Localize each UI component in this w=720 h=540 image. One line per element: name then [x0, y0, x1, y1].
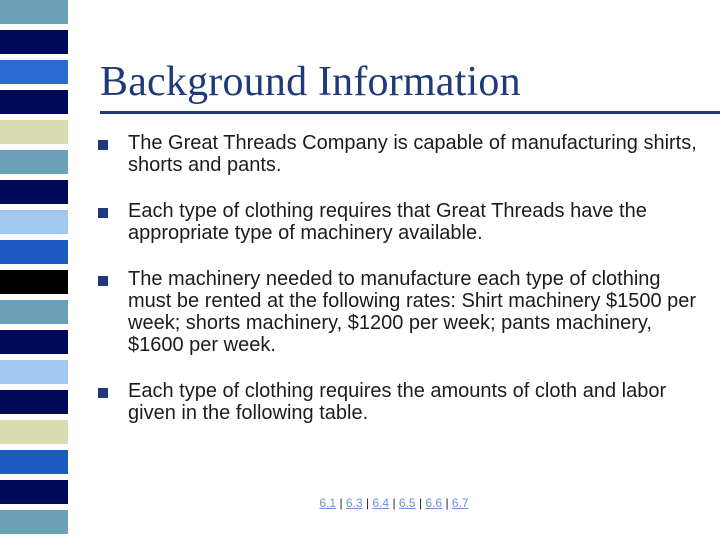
slide-title: Background Information [100, 59, 521, 105]
decorative-stripe [0, 0, 68, 540]
square-bullet-icon [98, 140, 108, 150]
square-bullet-icon [98, 208, 108, 218]
nav-separator: | [365, 496, 370, 510]
nav-separator: | [418, 496, 423, 510]
stripe-segment [0, 30, 68, 54]
stripe-segment [0, 420, 68, 444]
stripe-segment [0, 210, 68, 234]
bullet-text: The Great Threads Company is capable of manufacturing shirts, shorts and pants. [128, 132, 697, 176]
stripe-segment [0, 330, 68, 354]
nav-link-6-5[interactable]: 6.5 [398, 496, 416, 510]
bullet-item [96, 268, 706, 356]
stripe-segment [0, 60, 68, 84]
square-bullet-icon [98, 276, 108, 286]
stripe-segment [0, 240, 68, 264]
stripe-segment [0, 510, 68, 534]
square-bullet-icon [98, 388, 108, 398]
stripe-segment [0, 360, 68, 384]
bullet-text: Each type of clothing requires the amounts of cloth and labor given in the following table. [128, 380, 667, 424]
stripe-segment [0, 270, 68, 294]
nav-link-6-6[interactable]: 6.6 [425, 496, 443, 510]
stripe-segment [0, 0, 68, 24]
stripe-segment [0, 180, 68, 204]
nav-separator: | [339, 496, 343, 510]
stripe-segment [0, 120, 68, 144]
stripe-segment [0, 534, 68, 540]
bullet-text: The machinery needed to manufacture each type of clothing must be rented at the following rates: Shirt machinery $1500 per week; shorts machinery, $1200 per week; pants machinery, $1600 per week. [128, 268, 697, 356]
section-nav [0, 496, 720, 510]
stripe-segment [0, 390, 68, 414]
nav-link-6-4[interactable]: 6.4 [372, 496, 390, 510]
title-underline [100, 111, 720, 114]
bullet-list [96, 132, 706, 424]
nav-link-6-7[interactable]: 6.7 [451, 496, 469, 510]
bullet-item [96, 200, 706, 244]
bullet-text: Each type of clothing requires that Great Threads have the appropriate type of machinery available. [128, 200, 647, 244]
nav-link-6-1[interactable]: 6.1 [319, 496, 337, 510]
bullet-item [96, 132, 706, 176]
nav-link-6-3[interactable]: 6.3 [345, 496, 363, 510]
stripe-segment [0, 450, 68, 474]
stripe-segment [0, 150, 68, 174]
bullet-item [96, 380, 706, 424]
nav-separator: | [445, 496, 449, 510]
stripe-segment [0, 90, 68, 114]
stripe-segment [0, 300, 68, 324]
nav-separator: | [392, 496, 396, 510]
